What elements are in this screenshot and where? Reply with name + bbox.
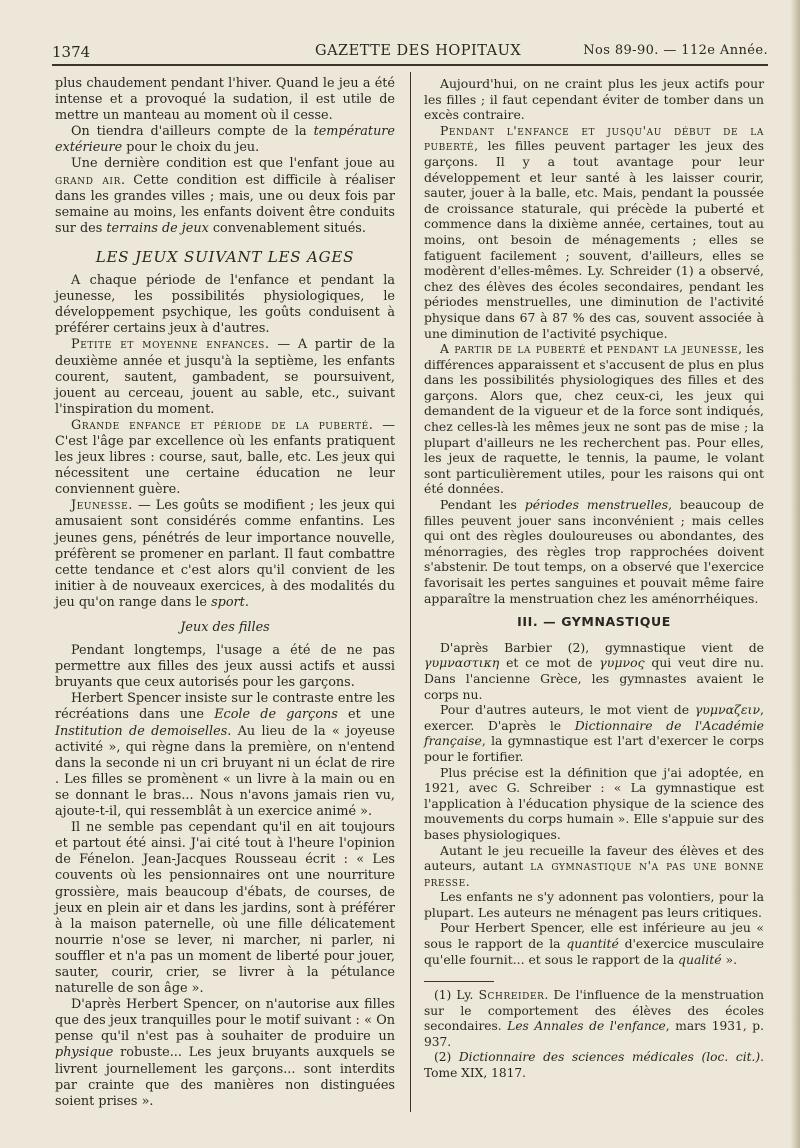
- paragraph: On tiendra d'ailleurs compte de la température extérieure pour le choix du jeu.: [55, 124, 395, 156]
- paragraph: Pendant l'enfance et jusqu'au début de la puberté, les filles peuvent partager les jeux des garçons. Il y a tout avantage pour leur développement et leur santé à les laisser courir, sauter, jouer à la balle, etc. Mais, pendant la poussée de croissance staturale, qui précède la puberté et commence dans la dixième année, certaines, tout au moins, ont besoin de ménagements ; elles se fatiguent facilement ; souvent, d'ailleurs, elles se modèrent d'elles-mêmes. Ly. Schreider (1) a observé, chez des élèves des écoles secondaires, pendant les périodes menstruelles, une diminution de l'activité physique dans 67 à 87 % des cas, souvent associée à une diminution de l'activité psychique.: [424, 122, 764, 341]
- paragraph: Aujourd'hui, on ne craint plus les jeux actifs pour les filles ; il faut cependant éviter de tomber dans un excès contraire.: [424, 76, 764, 123]
- paragraph: plus chaudement pendant l'hiver. Quand le jeu a été intense et a provoqué la sudation, il est utile de mettre un manteau au moment où il cesse.: [55, 76, 395, 124]
- column-divider: [410, 72, 411, 1112]
- paragraph: D'après Barbier (2), gymnastique vient de γυμναστικη et ce mot de γυμνος qui veut dire nu. Dans l'ancienne Grèce, les gymnastes avaient le corps nu.: [424, 639, 764, 702]
- paragraph: A chaque période de l'enfance et pendant la jeunesse, les possibilités physiologiques, le développement psychique, les goûts conduisent à préférer certains jeux à d'autres.: [55, 273, 395, 337]
- page-edge-shadow: [790, 0, 800, 1148]
- paragraph: Il ne semble pas cependant qu'il en ait toujours et partout été ainsi. J'ai cité tout à l'heure l'opinion de Fénelon. Jean-Jacques Rousseau écrit : « Les couvents où les pensionnaires ont une nourriture grossière, mais beaucoup d'ébats, de courses, de jeux en plein air et dans les jardins, sont à préférer à la maison paternelle, où une fille délicatement nourrie n'ose se lever, ni marcher, ni parler, ni souffler et n'a pas un moment de liberté pour jouer, sauter, courir, crier, se livrer à la pétulance naturelle de son âge ».: [55, 820, 395, 997]
- right-column: [424, 76, 764, 1081]
- footnote-rule: [424, 981, 494, 982]
- issue-number: Nos 89-90. — 112e Année.: [583, 43, 768, 58]
- paragraph: Herbert Spencer insiste sur le contraste entre les récréations dans une Ecole de garçons et une Institution de demoiselles. Au lieu de la « joyeuse activité », qui règne dans la première, on n'entend dans la seconde ni un cri bruyant ni un éclat de rire . Les filles se promènent « un livre à la main ou en se donnant le bras... Nous n'avons jamais rien vu, ajoute-t-il, qui ressemblât à un exercice animé ».: [55, 691, 395, 820]
- subsection-heading: Jeux des filles: [180, 620, 270, 635]
- paragraph: Pendant longtemps, l'usage a été de ne pas permettre aux filles des jeux aussi actifs et aussi bruyants que ceux autorisés pour les garçons.: [55, 643, 395, 691]
- paragraph: Pour d'autres auteurs, le mot vient de γυμναζειν, exercer. D'après le Dictionnaire de l'Académie française, la gymnastique est l'art d'exercer le corps pour le fortifier.: [424, 702, 764, 764]
- page-number: 1374: [52, 43, 91, 61]
- footnote: (1) Ly. Schreider. De l'influence de la menstruation sur le comportement des élèves des écoles secondaires. Les Annales de l'enfance, mars 1931, p. 937.: [424, 988, 764, 1049]
- paragraph: Une dernière condition est que l'enfant joue au grand air. Cette condition est difficile à réaliser dans les grandes villes ; mais, une ou deux fois par semaine au moins, les enfants doivent être conduits sur des terrains de jeux convenablement situés.: [55, 156, 395, 236]
- header-rule: [52, 64, 768, 66]
- journal-title: GAZETTE DES HOPITAUX: [315, 43, 522, 59]
- paragraph: Les enfants ne s'y adonnent pas volontiers, pour la plupart. Les auteurs ne ménagent pas leurs critiques.: [424, 889, 764, 920]
- footnotes: [424, 988, 764, 1081]
- footnote: (2) Dictionnaire des sciences médicales (loc. cit.). Tome XIX, 1817.: [424, 1050, 764, 1080]
- paragraph: Plus précise est la définition que j'ai adoptée, en 1921, avec G. Schreiber : « La gymnastique est l'application à l'éducation physique de la science des mouvements du corps humain ». Elle s'appuie sur des bases physiologiques.: [424, 764, 764, 842]
- left-column: [55, 76, 395, 1110]
- section-heading: LES JEUX SUIVANT LES AGES: [95, 247, 355, 266]
- paragraph: D'après Herbert Spencer, on n'autorise aux filles que des jeux tranquilles pour le motif suivant : « On pense qu'il n'est pas à souhaiter de produire un physique robuste... Les jeux bruyants auxquels se livrent journellement les garçons... sont interdits par crainte que des manières non distinguées soient prises ».: [55, 997, 395, 1109]
- paragraph: Pour Herbert Spencer, elle est inférieure au jeu « sous le rapport de la quantité d'exercice musculaire qu'elle fournit... et sous le rapport de la qualité ».: [424, 920, 765, 967]
- paragraph: Pendant les périodes menstruelles, beaucoup de filles peuvent jouer sans inconvénient ; mais celles qui ont des règles douloureuses ou abondantes, des ménorragies, des règles trop rapprochées doivent s'abstenir. De tout temps, on a observé que l'exercice favorisait les pertes sanguines et pouvait même faire apparaître la menstruation chez les aménorrhéiques.: [424, 497, 764, 606]
- paragraph: Grande enfance et période de la puberté. — C'est l'âge par excellence où les enfants pratiquent les jeux libres : course, saut, balle, etc. Les jeux qui nécessitent une certaine éducation ne leur conviennent guère.: [55, 417, 395, 498]
- running-header: [52, 40, 768, 62]
- paragraph: Autant le jeu recueille la faveur des élèves et des auteurs, autant la gymnastique n'a pas une bonne presse.: [424, 842, 764, 889]
- paragraph: A partir de la puberté et pendant la jeunesse, les différences apparaissent et s'accusent de plus en plus dans les possibilités physiologiques des filles et des garçons. Alors que, chez ceux-ci, les jeux qui demandent de la vigueur et de la force sont indiqués, chez celles-là les mêmes jeux ne sont pas de mise ; la plupart d'ailleurs ne les recherchent pas. Pour elles, les jeux de raquette, le tennis, la paume, le volant sont particulièrement utiles, pour les raisons qui ont été données.: [424, 341, 764, 497]
- paragraph: Petite et moyenne enfances. — A partir de la deuxième année et jusqu'à la septième, les enfants courent, sautent, gambadent, se poursuivent, jouent au cerceau, jouent au sable, etc., suivant l'inspiration du moment.: [55, 337, 396, 417]
- section-heading: III. — GYMNASTIQUE: [517, 614, 671, 630]
- paragraph: Jeunesse. — Les goûts se modifient ; les jeux qui amusaient sont considérés comme enfantins. Les jeunes gens, pénétrés de leur importance nouvelle, préfèrent se promener en parlant. Il faut combattre cette tendance et c'est alors qu'il convient de les initier à de nouveaux exercices, à des modalités du jeu qu'on range dans le sport.: [55, 498, 395, 610]
